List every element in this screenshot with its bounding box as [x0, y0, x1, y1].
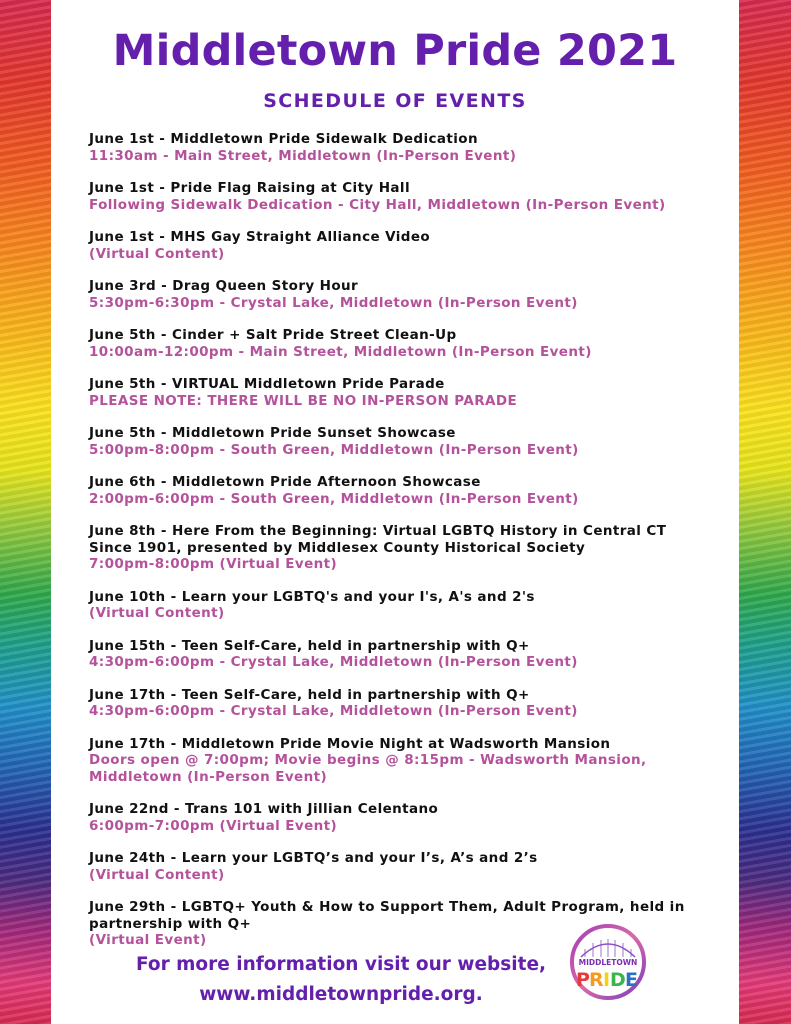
event-item [89, 736, 709, 786]
event-item [89, 131, 709, 164]
event-title: June 1st - MHS Gay Straight Alliance Video [89, 229, 431, 245]
event-detail: 2:00pm-6:00pm - South Green, Middletown (In-Person Event) [89, 490, 579, 507]
event-item [89, 850, 709, 883]
event-title: June 15th - Teen Self-Care, held in partnership with Q+ [89, 637, 530, 654]
event-item [89, 229, 709, 262]
event-detail: 10:00am-12:00pm - Main Street, Middletown (In-Person Event) [89, 343, 592, 360]
logo-letter-p: P [576, 969, 590, 991]
logo-letter-d: D [610, 969, 626, 991]
event-item [89, 523, 709, 573]
event-title: June 1st - Middletown Pride Sidewalk Dedication [89, 131, 478, 147]
event-item [89, 474, 709, 507]
event-detail: Following Sidewalk Dedication - City Hall, Middletown (In-Person Event) [89, 196, 666, 213]
event-title: June 5th - Middletown Pride Sunset Showcase [89, 425, 456, 441]
event-title: June 5th - VIRTUAL Middletown Pride Parade [89, 376, 445, 392]
page-title: Middletown Pride 2021 [112, 26, 678, 76]
event-detail: (Virtual Content) [89, 605, 225, 621]
event-title: June 29th - LGBTQ+ Youth & How to Support Them, Adult Program, held in partnership with Q+ [89, 899, 685, 932]
event-item [89, 801, 709, 834]
logo-letter-i: I [603, 969, 611, 991]
event-detail: 11:30am - Main Street, Middletown (In-Person Event) [89, 147, 517, 164]
event-item [89, 687, 709, 720]
event-title: June 22nd - Trans 101 with Jillian Celentano [89, 801, 439, 817]
event-detail: Doors open @ 7:00pm; Movie begins @ 8:15pm - Wadsworth Mansion, Middletown (In-Person Event) [89, 752, 647, 785]
event-item [89, 638, 709, 671]
logo-letter-e: E [625, 969, 638, 991]
page-subtitle: SCHEDULE OF EVENTS [263, 90, 527, 112]
event-item [89, 425, 709, 458]
event-title: June 3rd - Drag Queen Story Hour [89, 278, 359, 294]
event-item [89, 327, 709, 360]
event-title: June 1st - Pride Flag Raising at City Hall [89, 180, 410, 196]
event-title: June 17th - Middletown Pride Movie Night at Wadsworth Mansion [89, 735, 611, 752]
event-title: June 5th - Cinder + Salt Pride Street Clean-Up [89, 327, 457, 343]
event-list [89, 131, 709, 965]
event-detail: (Virtual Content) [89, 245, 225, 262]
event-item [89, 180, 709, 213]
event-title: June 6th - Middletown Pride Afternoon Showcase [89, 474, 481, 490]
middletown-pride-logo [563, 923, 653, 1001]
event-item [89, 376, 709, 409]
event-detail: 6:00pm-7:00pm (Virtual Event) [89, 817, 338, 834]
rainbow-border-left [0, 0, 51, 1024]
event-title: June 10th - Learn your LGBTQ's and your I's, A's and 2's [89, 588, 535, 605]
event-detail: PLEASE NOTE: THERE WILL BE NO IN-PERSON PARADE [89, 392, 518, 409]
event-item [89, 278, 709, 311]
event-detail: 7:00pm-8:00pm (Virtual Event) [89, 556, 338, 572]
event-item [89, 589, 709, 622]
event-title: June 17th - Teen Self-Care, held in partnership with Q+ [89, 686, 530, 703]
website-link[interactable]: www.middletownpride.org. [199, 984, 483, 1005]
event-detail: 4:30pm-6:00pm - Crystal Lake, Middletown (In-Person Event) [89, 703, 578, 719]
logo-top-text: MIDDLETOWN [578, 958, 638, 967]
event-title: June 8th - Here From the Beginning: Virtual LGBTQ History in Central CT Since 1901, presented by Middlesex County Historical Society [89, 523, 667, 556]
logo-letter-r: R [589, 969, 604, 991]
event-title: June 24th - Learn your LGBTQ’s and your I’s, A’s and 2’s [89, 850, 538, 866]
website-footer [111, 950, 571, 1010]
footer-info-text: For more information visit our website, [135, 954, 547, 975]
event-detail: (Virtual Content) [89, 866, 225, 883]
rainbow-border-right [739, 0, 791, 1024]
flyer-page [51, 0, 739, 1024]
event-detail: (Virtual Event) [89, 932, 207, 948]
event-detail: 5:30pm-6:30pm - Crystal Lake, Middletown (In-Person Event) [89, 294, 578, 311]
event-detail: 4:30pm-6:00pm - Crystal Lake, Middletown (In-Person Event) [89, 654, 578, 670]
event-detail: 5:00pm-8:00pm - South Green, Middletown (In-Person Event) [89, 441, 579, 458]
